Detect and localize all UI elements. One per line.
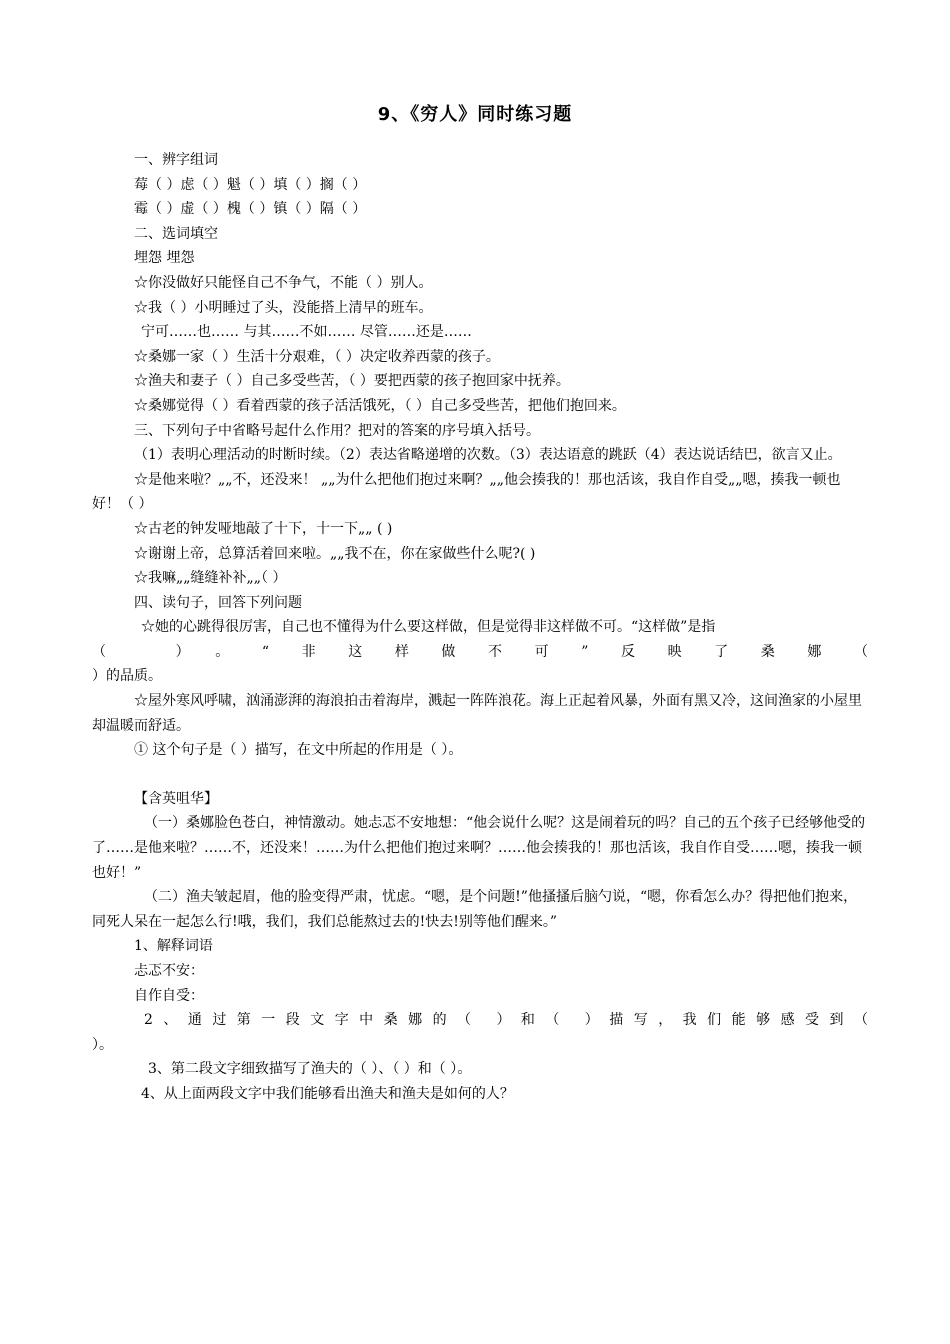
question-line: 2、通过第一段文字中桑娜的（ ）和（ ）描写，我们能够感受到（ [144,1012,868,1029]
reading-passage: （二）渔夫皱起眉，他的脸变得严肃，忧虑。“嗯，是个问题!”他搔搔后脑勺说，“嗯，你看怎么办？得把他们抱来，同死人呆在一起怎么行!哦，我们，我们总能熬过去的!快去!别等他们醒来。” [92,889,858,930]
exercise-line: ① 这个句子是（ ）描写，在文中所起的作用是（ ）。 [134,742,463,759]
question-line: 4、从上面两段文字中我们能够看出渔夫和渔夫是如何的人？ [141,1085,514,1102]
exercise-line: ☆桑娜觉得（ ）看着西蒙的孩子活活饿死，（ ）自己多受些苦，把他们抱回来。 [134,397,626,414]
question-line: 自作自受： [134,987,204,1004]
exercise-line: 莓（ ）虑（ ）魁（ ）填（ ）搁（ ） [134,176,367,193]
section-heading: 三、下列句子中省略号起什么作用？把对的答案的序号填入括号。 [134,422,540,439]
question-line: 忐忑不安： [134,963,204,979]
section-heading: 【含英咀华】 [134,790,218,807]
document-body [92,148,868,1107]
option-list: （1）表明心理活动的时断时续。（2）表达省略递增的次数。（3）表达语意的跳跃（4）表达说话结巴，欲言又止。 [134,447,842,464]
exercise-line: ☆我嘛„„缝缝补补„„（ ） [134,570,287,587]
spacer [92,763,868,787]
page-title: 9、《穷人》同时练习题 [377,104,573,125]
exercise-line: ☆桑娜一家（ ）生活十分艰难，（ ）决定收养西蒙的孩子。 [134,348,500,365]
section-heading: 一、辨字组词 [134,152,218,168]
exercise-line: （ ）。“非这样做不可”反映了桑娜（ [92,643,868,660]
exercise-line: ☆我（ ）小明睡过了头，没能搭上清早的班车。 [134,299,433,316]
exercise-line: ）的品质。 [92,668,162,685]
question-line: 3、第二段文字细致描写了渔夫的（ ）、（ ）和（ ）。 [148,1061,472,1078]
exercise-line: ☆她的心跳得很厉害，自己也不懂得为什么要这样做，但是觉得非这样做不可。“这样做”是指 [141,619,716,636]
reading-passage: （一）桑娜脸色苍白，神情激动。她忐忑不安地想：“他会说什么呢？这是闹着玩的吗？自己的五个孩子已经够他受的了……是他来啦？……不，还没来！……为什么把他们抱过来啊？……他会揍我的！那也活该，我自作自受……嗯，揍我一顿也好！” [92,815,866,881]
section-heading: 二、选词填空 [134,225,218,242]
question-line: ）。 [92,1036,113,1053]
exercise-line: 霉（ ）虚（ ）槐（ ）镇（ ）隔（ ） [134,201,367,218]
word-choices: 埋怨 埋怨 [134,250,195,267]
exercise-line: ☆谢谢上帝，总算活着回来啦。„„我不在，你在家做些什么呢?( ) [134,545,536,562]
exercise-line: ☆是他来啦？„„不，还没来！ „„为什么把他们抱过来啊？„„他会揍我的！那也活该，我自作自受„„嗯，揍我一顿也好！（ ） [92,471,841,513]
word-choices: 宁可……也…… 与其……不如…… 尽管……还是…… [141,324,472,341]
section-heading: 四、读句子，回答下列问题 [134,594,302,611]
exercise-line: ☆你没做好只能怪自己不争气，不能（ ）别人。 [134,274,433,291]
exercise-line: ☆渔夫和妻子（ ）自己多受些苦，（ ）要把西蒙的孩子抱回家中抚养。 [134,373,570,390]
question-line: 1、解释词语 [134,938,213,955]
exercise-line: ☆屋外寒风呼啸，汹涌澎湃的海浪拍击着海岸，溅起一阵阵浪花。海上正起着风暴，外面有黑又冷，这间渔家的小屋里却温暖而舒适。 [92,693,862,734]
exercise-line: ☆古老的钟发哑地敲了十下，十一下„„ ( ) [134,520,393,537]
